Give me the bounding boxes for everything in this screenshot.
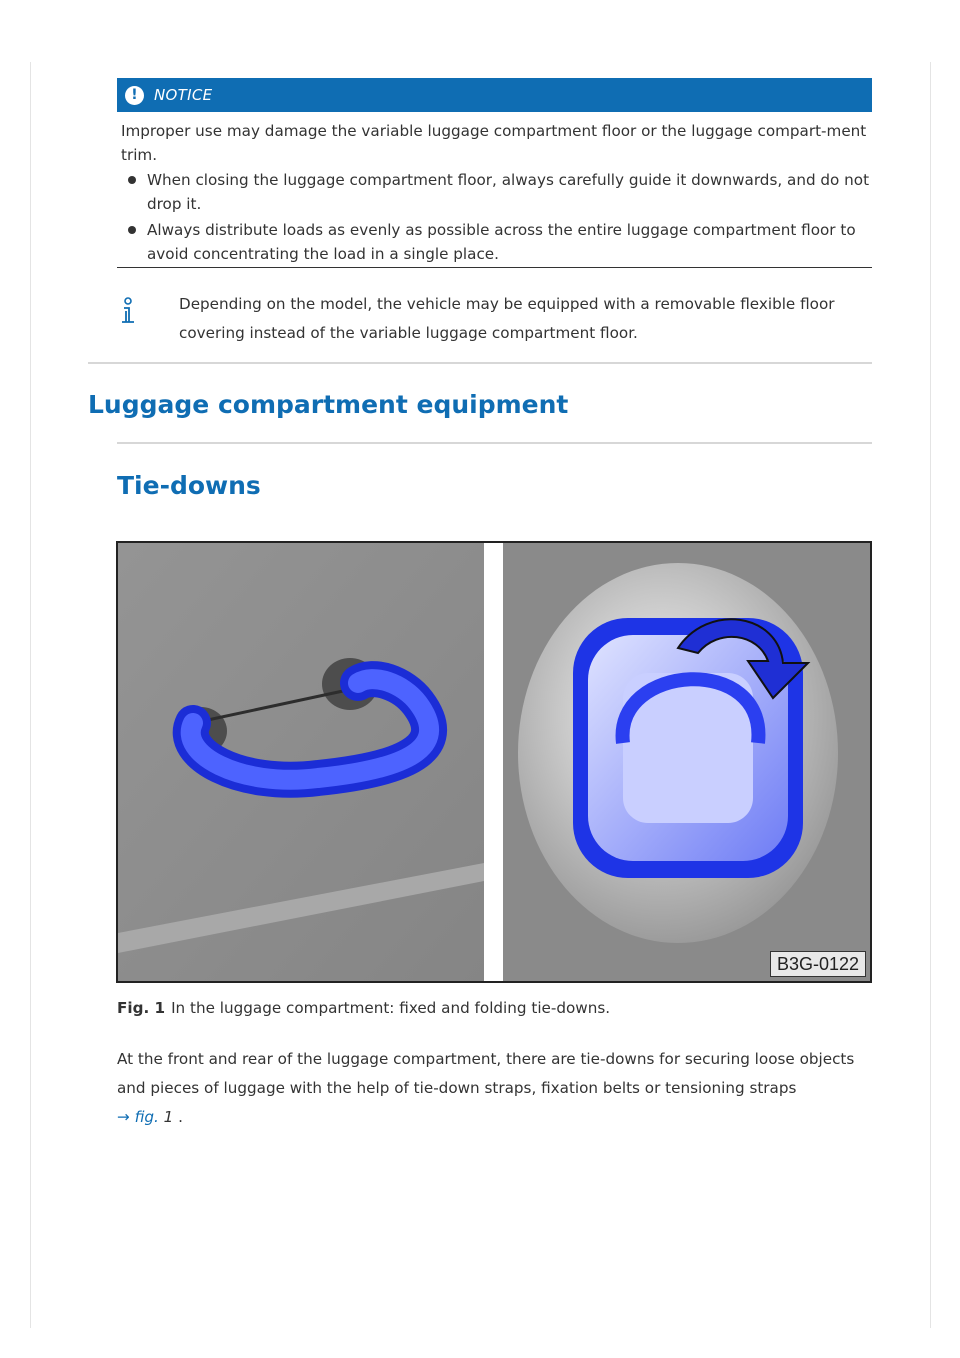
notice-title: NOTICE — [154, 86, 213, 104]
exclamation-icon: ! — [125, 86, 144, 105]
section-heading: Luggage compartment equipment — [88, 390, 569, 419]
xref-label: fig. — [134, 1108, 159, 1126]
page-margin-right — [930, 62, 931, 1328]
figure-label: Fig. 1 — [117, 999, 166, 1017]
tie-downs-illustration — [118, 543, 870, 981]
figure-caption-text: In the luggage compartment: fixed and folding tie-downs. — [171, 999, 611, 1017]
info-icon — [118, 297, 138, 327]
notice-text: Improper use may damage the variable luggage compartment floor or the luggage compart-ment trim. — [121, 122, 867, 164]
bullet-text: Always distribute loads as evenly as possible across the entire luggage compartment floor to avoid concentrating the load in a single place. — [147, 221, 856, 263]
bullet-dot-icon — [128, 226, 136, 234]
sentence-end: . — [178, 1108, 183, 1126]
figure-link[interactable] — [117, 1108, 159, 1126]
notice-divider — [117, 267, 872, 268]
body-text: At the front and rear of the luggage compartment, there are tie-downs for securing loose objects and pieces of luggage with the help of tie-down straps, fixation belts or tensioning straps — [117, 1050, 855, 1097]
arrow-right-icon: → — [117, 1108, 130, 1126]
notice-header — [117, 78, 872, 112]
bullet-text: When closing the luggage compartment floor, always carefully guide it downwards, and do not drop it. — [147, 171, 870, 213]
tie-downs-figure — [116, 541, 872, 983]
page-margin-left — [30, 62, 31, 1328]
figure-caption — [117, 996, 872, 1020]
section-divider — [88, 362, 872, 364]
body-paragraph — [117, 1045, 877, 1132]
info-text: Depending on the model, the vehicle may be equipped with a removable flexible floor covering instead of the variable luggage compartment floor. — [179, 295, 835, 342]
subsection-divider — [117, 442, 872, 444]
list-item — [127, 168, 872, 216]
subsection-heading: Tie-downs — [117, 471, 261, 500]
xref-number: 1 — [163, 1108, 174, 1126]
figure-code: B3G-0122 — [770, 951, 866, 977]
list-item — [127, 218, 872, 266]
figure-divider — [484, 543, 503, 981]
notice-bullet-list — [127, 168, 872, 268]
bullet-dot-icon — [128, 176, 136, 184]
